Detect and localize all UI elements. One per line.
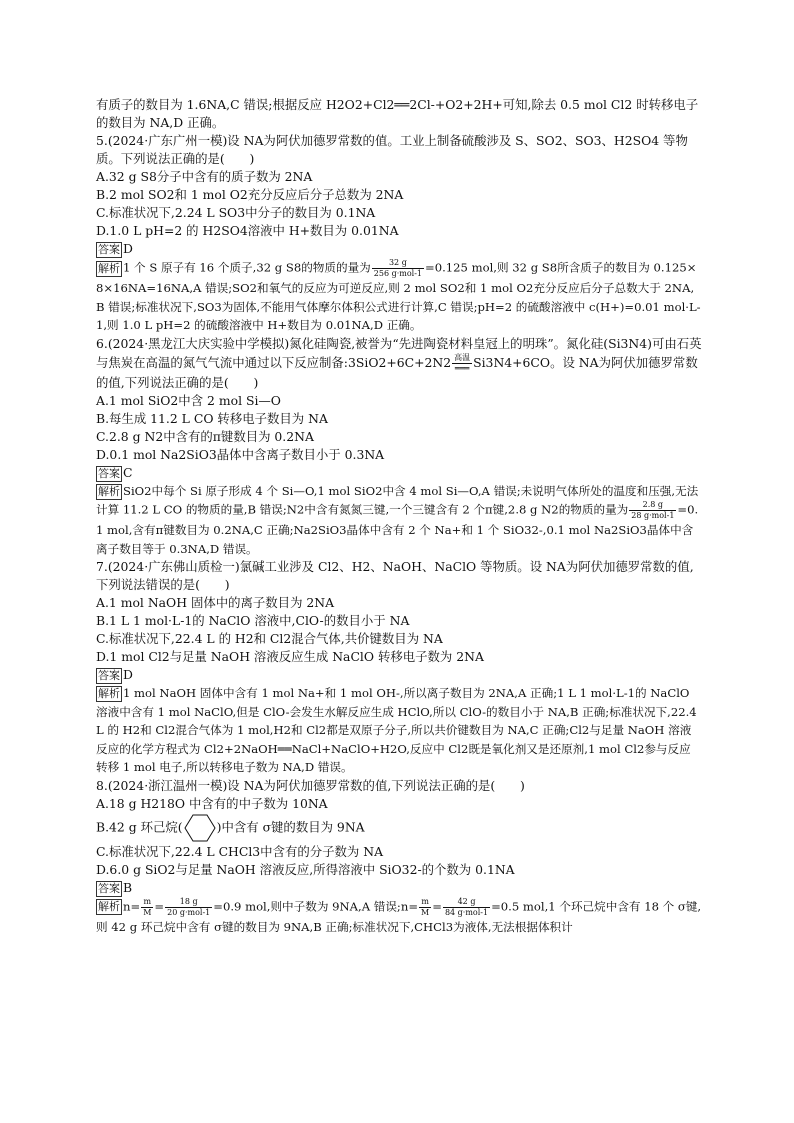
q6-option-a: A.1 mol SiO2中含 2 mol Si—O bbox=[96, 392, 281, 408]
q6-answer-value: C bbox=[123, 464, 133, 480]
fraction-denominator: 20 g·mol-1 bbox=[167, 907, 211, 917]
q5-analysis-text-1: 1 个 S 原子有 16 个质子,32 g S8的物质的量为 bbox=[123, 260, 371, 275]
formula-n: n bbox=[123, 899, 131, 913]
q5-option-d: D.1.0 L pH=2 的 H2SO4溶液中 H+数目为 0.01NA bbox=[96, 223, 399, 238]
q7-analysis bbox=[96, 684, 702, 777]
q7-stem: 7.(2024·广东佛山质检一)氯碱工业涉及 Cl2、H2、NaOH、NaClO 等物质。设 NA为阿伏加德罗常数的值,下列说法错误的是( ) bbox=[96, 559, 694, 592]
q6-stem-text-1: 6.(2024·黑龙江大庆实验中学模拟)氮化硅陶瓷,被誉为“先进陶瓷材料皇冠上的明珠”。氮化硅(Si3N4)可由石英与焦炭在高温的氮气气流中通过以下反应制备:3SiO2+6C+2N2 bbox=[96, 335, 702, 370]
q7-answer-value: D bbox=[123, 667, 133, 682]
q6-stem-text-2: Si3N4+6CO。设 NA为阿伏加德罗常数的值,下列说法正确的是( ) bbox=[96, 354, 698, 390]
q7-analysis-text: 1 mol NaOH 固体中含有 1 mol Na+和 1 mol OH-,所以离子数目为 2NA,A 正确;1 L 1 mol·L-1的 NaClO 溶液中含有 1 mol NaClO,但是 ClO-会发生水解反应生成 HClO,所以 ClO-的数目小于 NA,B 正确;标准状况下,22.4 L 的 H2和 Cl2混合气体为 1 mol,H2和 Cl2都是双原子分子,所以共价键数目为 NA,C 正确;Cl2与足量 NaOH 溶液反应的化学方程式为 Cl2+2NaOH══NaCl+NaClO+H2O,反应中 Cl2既是氧化剂又是还原剂,1 mol Cl2参与反应转移 1 mol 电子,所以转移电子数为 NA,D 错误。 bbox=[96, 686, 697, 774]
q8-analysis-text-1: =0.9 mol,则中子数为 9NA,A 错误; bbox=[213, 899, 401, 913]
q7-option-a: A.1 mol NaOH 固体中的离子数目为 2NA bbox=[96, 595, 335, 610]
fraction-denominator: M bbox=[143, 907, 152, 917]
answer-tag: 答案 bbox=[98, 243, 120, 256]
fraction-numerator: 32 g bbox=[372, 258, 424, 269]
fraction-denominator: 84 g·mol-1 bbox=[444, 907, 489, 917]
q8-fraction-2 bbox=[443, 897, 490, 918]
fraction-numerator: 42 g bbox=[443, 897, 490, 908]
condition-arrow: ═══ bbox=[454, 363, 470, 373]
q6-option-d: D.0.1 mol Na2SiO3晶体中含离子数目小于 0.3NA bbox=[96, 446, 385, 462]
fraction-denominator: M bbox=[421, 907, 430, 917]
q8-option-b-text-2: )中含有 σ键的数目为 9NA bbox=[216, 819, 365, 834]
q8-option-a: A.18 g H218O 中含有的中子数为 10NA bbox=[96, 795, 328, 811]
q5-fraction bbox=[372, 258, 424, 279]
fraction-numerator: 18 g bbox=[165, 897, 212, 908]
high-temp-condition bbox=[452, 353, 472, 374]
q6-analysis-text-1: SiO2中每个 Si 原子形成 4 个 Si—O,1 mol SiO2中含 4 mol Si—O,A 错误;未说明气体所处的温度和压强,无法计算 11.2 L CO 的物质的量,B 错误;N2中含有氮氮三键,一个三键含有 2 个π键,2.8 g N2的物质的量为 bbox=[96, 483, 699, 517]
m-over-M-fraction bbox=[419, 897, 431, 918]
m-over-M-fraction bbox=[141, 897, 153, 918]
fraction-denominator: 256 g·mol-1 bbox=[373, 269, 423, 278]
q8-fraction-1 bbox=[165, 897, 212, 918]
analysis-tag: 解析 bbox=[98, 900, 120, 913]
q5-answer bbox=[96, 240, 702, 258]
q6-fraction bbox=[629, 500, 676, 521]
answer-tag: 答案 bbox=[98, 466, 120, 480]
fraction-numerator: 2.8 g bbox=[629, 500, 676, 511]
analysis-tag: 解析 bbox=[98, 484, 120, 498]
q6-analysis bbox=[96, 482, 702, 559]
q6-stem bbox=[96, 335, 702, 392]
q5-option-b: B.2 mol SO2和 1 mol O2充分反应后分子总数为 2NA bbox=[96, 187, 404, 202]
q6-option-c: C.2.8 g N2中含有的π键数目为 0.2NA bbox=[96, 428, 314, 444]
q8-answer bbox=[96, 879, 702, 897]
q7-answer bbox=[96, 666, 702, 684]
q8-answer-value: B bbox=[123, 879, 133, 895]
fraction-numerator: m bbox=[419, 897, 431, 908]
q5-analysis-text-2: =0.125 mol,则 32 g S8所含质子的数目为 0.125×8×16NA=16NA,A 错误;SO2和氧气的反应为可逆反应,则 2 mol SO2和 1 mol O2充分反应后分子总数大于 2NA,B 错误;标准状况下,SO3为固体,不能用气体摩尔体积公式进行计算,C 错误;pH=2 的硫酸溶液中 c(H+)=0.01 mol·L-1,则 1.0 L pH=2 的硫酸溶液中 H+数目为 0.01NA,D 正确。 bbox=[96, 260, 701, 332]
q8-option-b bbox=[96, 813, 702, 843]
analysis-tag: 解析 bbox=[98, 261, 120, 275]
q4-continuation: 有质子的数目为 1.6NA,C 错误;根据反应 H2O2+Cl2══2Cl-+O2+2H+可知,除去 0.5 mol Cl2 时转移电子的数目为 NA,D 正确。 bbox=[96, 97, 699, 130]
q7-option-d: D.1 mol Cl2与足量 NaOH 溶液反应生成 NaClO 转移电子数为 2NA bbox=[96, 649, 484, 664]
fraction-numerator: m bbox=[141, 897, 153, 908]
answer-tag: 答案 bbox=[98, 881, 120, 895]
analysis-tag: 解析 bbox=[98, 687, 120, 700]
q7-option-b: B.1 L 1 mol·L-1的 NaClO 溶液中,ClO-的数目小于 NA bbox=[96, 613, 410, 628]
q5-option-c: C.标准状况下,2.24 L SO3中分子的数目为 0.1NA bbox=[96, 205, 376, 220]
q5-option-a: A.32 g S8分子中含有的质子数为 2NA bbox=[96, 169, 313, 184]
q8-option-d: D.6.0 g SiO2与足量 NaOH 溶液反应,所得溶液中 SiO32-的个数为 0.1NA bbox=[96, 861, 515, 877]
fraction-denominator: 28 g·mol-1 bbox=[631, 511, 675, 520]
q6-option-b: B.每生成 11.2 L CO 转移电子数目为 NA bbox=[96, 410, 328, 426]
q6-answer bbox=[96, 464, 702, 482]
q8-analysis: 解析 n= $\frac{m}{M}$ = $\frac{18 g}{\text{20 g·mol-1}}$ =0.9 mol,则中子数为 9NA,A 错误;n= $\frac{m}{M}$ = $\frac{42 g}{\text{84 g·mol-1}}$ =0.5 mol,1 个环己烷中含有 18 个 σ键,则 42 g 环己烷中含有 σ键的数目为 9NA,B 正确;标准状况下,CHCl3为液体,无法根据体积计 bbox=[96, 896, 702, 934]
q5-stem: 5.(2024·广东广州一模)设 NA为阿伏加德罗常数的值。工业上制备硫酸涉及 S、SO2、SO3、H2SO4 等物质。下列说法正确的是( ) bbox=[96, 133, 688, 166]
q6-analysis-text-2: =0.1 mol,含有π键数目为 0.2NA,C 正确;Na2SiO3晶体中含有 2 个 Na+和 1 个 SiO32-,0.1 mol Na2SiO3晶体中含离子数目等于 0.3NA,D 错误。 bbox=[96, 502, 699, 556]
document-page bbox=[96, 96, 702, 936]
hexagon-icon bbox=[183, 813, 217, 843]
q7-option-c: C.标准状况下,22.4 L 的 H2和 Cl2混合气体,共价键数目为 NA bbox=[96, 631, 443, 646]
q8-analysis-text-2: =0.5 mol,1 个环己烷中含有 18 个 σ键,则 42 g 环己烷中含有 σ键的数目为 9NA,B 正确;标准状况下,CHCl3为液体,无法根据体积计 bbox=[96, 899, 702, 934]
q5-analysis bbox=[96, 258, 702, 335]
answer-tag: 答案 bbox=[98, 669, 120, 682]
condition-label: 高温 bbox=[454, 352, 471, 362]
q8-stem: 8.(2024·浙江温州一模)设 NA为阿伏加德罗常数的值,下列说法正确的是( ) bbox=[96, 777, 525, 793]
q5-answer-value: D bbox=[123, 241, 133, 256]
q8-option-b-text-1: B.42 g 环己烷( bbox=[96, 819, 183, 834]
formula-n: n bbox=[400, 899, 409, 913]
q8-option-c: C.标准状况下,22.4 L CHCl3中含有的分子数为 NA bbox=[96, 843, 384, 859]
